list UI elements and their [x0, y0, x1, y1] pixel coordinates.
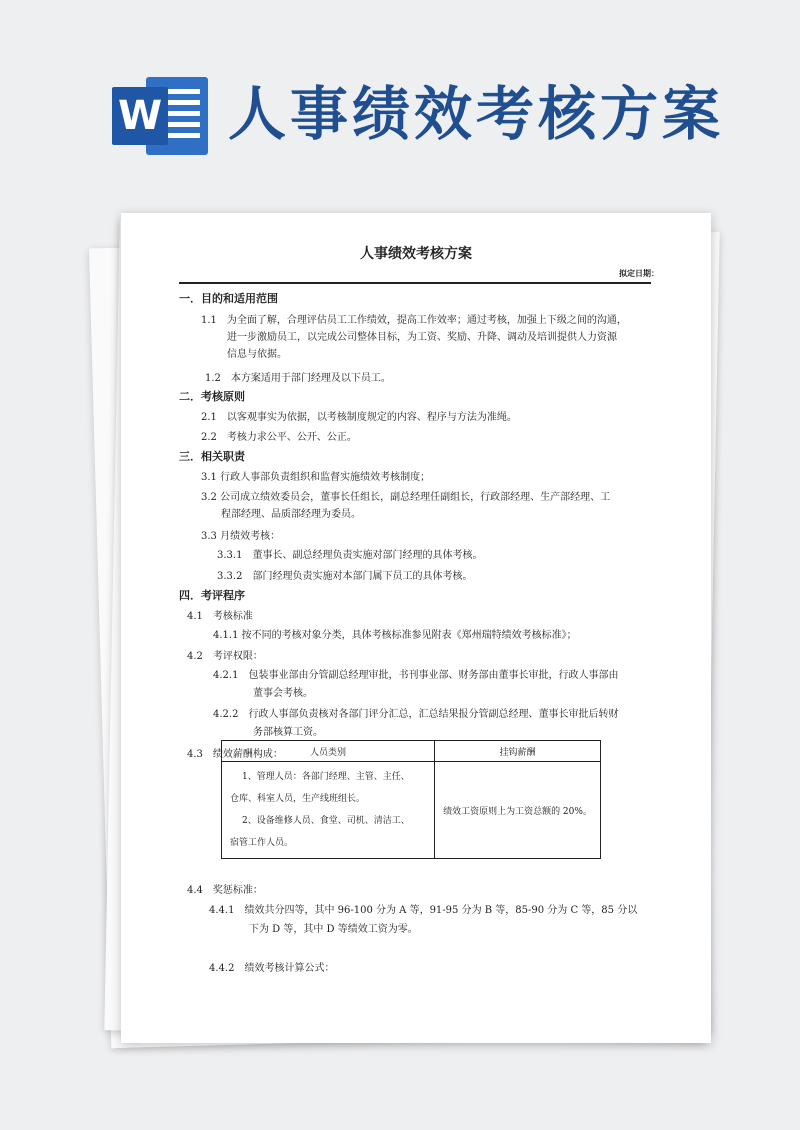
table-row	[222, 762, 601, 859]
table-cell-pay: 绩效工资原则上为工资总额的 20%。	[435, 762, 601, 859]
word-document-icon	[112, 77, 212, 155]
paragraph-line: 进一步激励员工，以完成公司整体目标，为工资、奖励、升降、调动及培训提供人力资源	[227, 332, 617, 343]
document-title: 人事绩效考核方案	[360, 246, 472, 262]
paragraph-line: 3.1 行政人事部负责组织和监督实施绩效考核制度；	[201, 472, 431, 483]
paragraph-line: 4.1.1 按不同的考核对象分类，具体考核标准参见附表《郑州瑞特绩效考核标准》；	[213, 630, 577, 641]
paragraph-line: 务部核算工资。	[253, 727, 323, 738]
cell-line: 仓库、科室人员，生产线班组长。	[230, 794, 366, 804]
paragraph-line: 2.2 考核力求公平、公开、公正。	[201, 432, 357, 443]
paragraph-line: 4.2.2 行政人事部负责核对各部门评分汇总，汇总结果报分管副总经理、董事长审批后转财	[213, 709, 619, 720]
table-cell-personnel	[222, 762, 435, 859]
date-label: 拟定日期：	[619, 269, 659, 278]
paragraph-line: 1.1 为全面了解，合理评估员工工作绩效，提高工作效率；通过考核，加强上下级之间的沟通，	[201, 315, 627, 326]
paragraph-line: 3.3.1 董事长、副总经理负责实施对部门经理的具体考核。	[217, 550, 483, 561]
paragraph-line: 4.2 考评权限：	[187, 651, 263, 662]
paragraph-line: 3.3 月绩效考核：	[201, 531, 281, 542]
section-heading: 二．考核原则	[179, 390, 245, 403]
paragraph-line: 4.4.1 绩效共分四等，其中 96-100 分为 A 等，91-95 分为 B 等，85-90 分为 C 等，85 分以	[209, 905, 638, 916]
paragraph-line: 2.1 以客观事实为依据，以考核制度规定的内容、程序与方法为准绳。	[201, 412, 517, 423]
section-heading: 一．目的和适用范围	[179, 292, 278, 305]
paragraph-line: 3.2 公司成立绩效委员会，董事长任组长，副总经理任副组长，行政部经理、生产部经理、工	[201, 492, 611, 503]
table-header-cell: 挂钩薪酬	[435, 741, 601, 762]
pay-structure-table	[221, 740, 601, 859]
cell-line: 1、管理人员：各部门经理、主管、主任、	[242, 772, 410, 782]
cell-line: 2、设备维修人员、食堂、司机、清洁工、	[242, 816, 410, 826]
paragraph-line: 4.1 考核标准	[187, 611, 253, 622]
document-page	[121, 213, 711, 1043]
cell-line: 宿管工作人员。	[230, 838, 294, 848]
paragraph-line: 信息与依据。	[227, 349, 287, 360]
banner	[0, 0, 800, 200]
logo-letter: W	[112, 87, 168, 145]
paragraph-line: 下为 D 等，其中 D 等绩效工资为零。	[249, 924, 418, 935]
paragraph-line: 董事会考核。	[253, 688, 313, 699]
paragraph-line: 4.4.2 绩效考核计算公式：	[209, 963, 335, 974]
section-heading: 四．考评程序	[179, 589, 245, 602]
section-heading: 三．相关职责	[179, 450, 245, 463]
table-header-row	[222, 741, 601, 762]
paragraph-line: 4.3 绩效薪酬构成：	[187, 749, 283, 760]
paragraph-line: 程部经理、品质部经理为委员。	[221, 509, 361, 520]
table-header-cell: 人员类别	[222, 741, 435, 762]
paragraph-line: 1.2 本方案适用于部门经理及以下员工。	[205, 373, 391, 384]
banner-title: 人事绩效考核方案	[228, 80, 725, 148]
paragraph-line: 3.3.2 部门经理负责实施对本部门属下员工的具体考核。	[217, 571, 473, 582]
title-rule	[179, 282, 651, 284]
paragraph-line: 4.4 奖惩标准：	[187, 885, 263, 896]
paragraph-line: 4.2.1 包装事业部由分管副总经理审批，书刊事业部、财务部由董事长审批，行政人事部由	[213, 670, 619, 681]
